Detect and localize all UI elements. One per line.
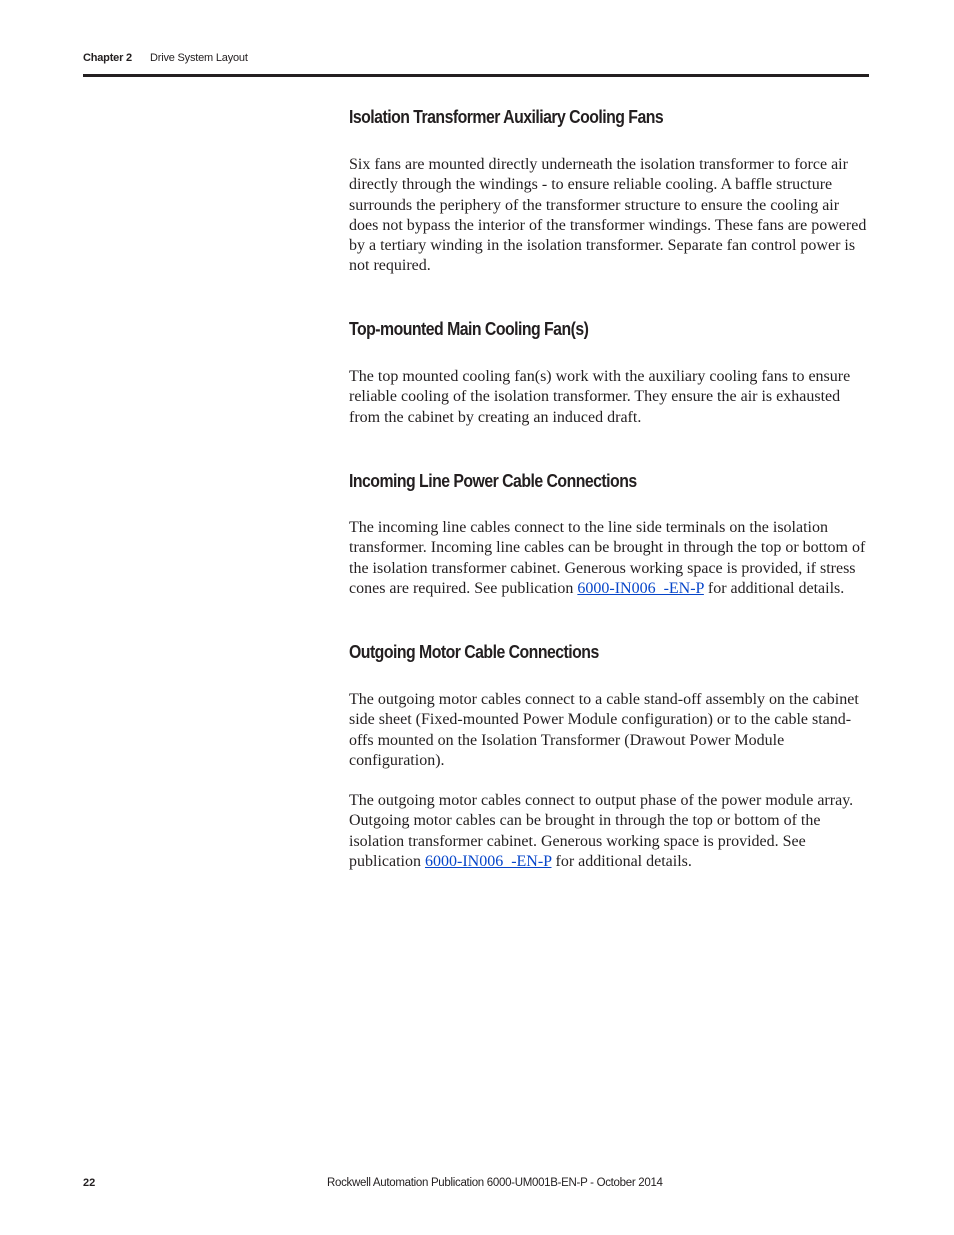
paragraph-isolation-transformer-fans: Six fans are mounted directly underneath the isolation transformer to force air directly through the windings - to ensure reliable cooling. A baffle structure surrounds the periphery of the transformer structure to ensure the cooling air does not bypass the interior of the transformer windings. These fans are powered by a tertiary winding in the isolation transformer. Separate fan control power is not required. bbox=[349, 156, 867, 275]
publication-link[interactable]: 6000-IN006_-EN-P bbox=[577, 579, 704, 597]
paragraph-text: for additional details. bbox=[551, 852, 692, 870]
heading-incoming-line-cables: Incoming Line Power Cable Connections bbox=[349, 471, 637, 491]
page-number: 22 bbox=[83, 1177, 96, 1189]
chapter-label: Chapter 2 bbox=[83, 52, 132, 64]
running-header bbox=[83, 52, 248, 64]
paragraph-text: The incoming line cables connect to the line side terminals on the isolation transformer. Incoming line cables can be brought in through the top or bottom of the isolation transformer cabinet. Generous working space is provided, if stress cones are required. See publication bbox=[349, 519, 866, 597]
section-title: Drive System Layout bbox=[150, 52, 248, 64]
paragraph-top-mounted-fans: The top mounted cooling fan(s) work with the auxiliary cooling fans to ensure reliable cooling of the isolation transformer. They ensure the air is exhausted from the cabinet by creating an induced draft. bbox=[349, 368, 851, 426]
paragraph-outgoing-motor-cables-2 bbox=[349, 791, 869, 872]
publication-footer: Rockwell Automation Publication 6000-UM001B-EN-P - October 2014 bbox=[327, 1177, 663, 1189]
heading-top-mounted-fans: Top-mounted Main Cooling Fan(s) bbox=[349, 319, 589, 339]
paragraph-outgoing-motor-cables-1: The outgoing motor cables connect to a cable stand-off assembly on the cabinet side sheet (Fixed-mounted Power Module configuration) or to the cable stand-offs mounted on the Isolation Transformer (Drawout Power Module configuration). bbox=[349, 691, 859, 769]
paragraph-text: The outgoing motor cables connect to output phase of the power module array. Outgoing motor cables can be brought in through the top or bottom of the isolation transformer cabinet. Generous working space is provided. See publication bbox=[349, 792, 854, 870]
heading-isolation-transformer-fans: Isolation Transformer Auxiliary Cooling Fans bbox=[349, 107, 664, 127]
heading-outgoing-motor-cables: Outgoing Motor Cable Connections bbox=[349, 642, 599, 662]
paragraph-text: for additional details. bbox=[703, 579, 845, 597]
paragraph-incoming-line-cables bbox=[349, 518, 869, 599]
publication-link[interactable]: 6000-IN006_-EN-P bbox=[424, 852, 552, 870]
header-rule bbox=[83, 74, 869, 77]
